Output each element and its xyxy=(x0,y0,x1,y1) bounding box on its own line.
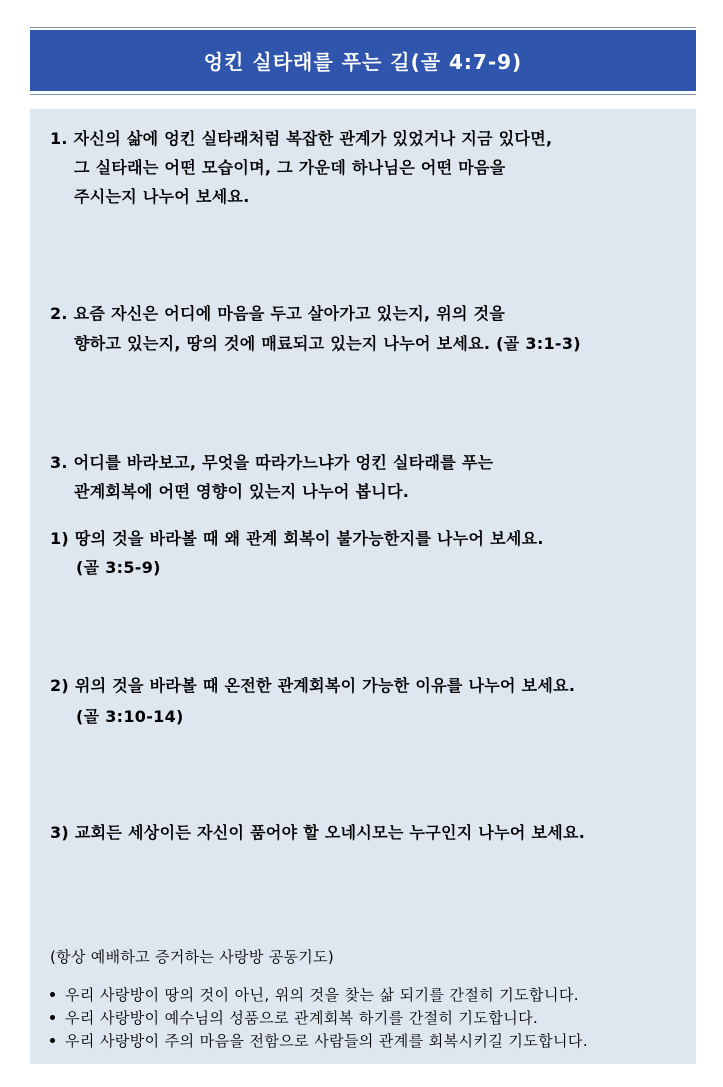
bullet-icon xyxy=(50,1038,55,1043)
prayer-item-text: 우리 사랑방이 땅의 것이 아닌, 위의 것을 찾는 삶 되기를 간절히 기도합니다. xyxy=(65,986,579,1004)
question-1-line-3: 주시는지 나누어 보세요. xyxy=(74,187,250,206)
subquestion-2-line-1: 2) 위의 것을 바라볼 때 온전한 관계회복이 가능한 이유를 나누어 보세요. xyxy=(50,676,576,695)
subquestion-3-line-1: 3) 교회든 세상이든 자신이 품어야 할 오네시모는 누구인지 나누어 보세요. xyxy=(50,823,586,842)
question-2-line-1: 2. 요즘 자신은 어디에 마음을 두고 살아가고 있는지, 위의 것을 xyxy=(50,304,506,323)
prayer-item xyxy=(50,1007,538,1028)
top-rule xyxy=(30,27,696,28)
subquestion-1-line-2: (골 3:5-9) xyxy=(76,558,161,577)
prayer-item-text: 우리 사랑방이 예수님의 성품으로 관계회복 하기를 간절히 기도합니다. xyxy=(65,1009,539,1027)
question-3-line-1: 3. 어디를 바라보고, 무엇을 따라가느냐가 엉킨 실타래를 푸는 xyxy=(50,453,494,472)
title-underline xyxy=(30,94,696,95)
bullet-icon xyxy=(50,1015,55,1020)
bullet-icon xyxy=(50,992,55,997)
question-3-line-2: 관계회복에 어떤 영향이 있는지 나누어 봅니다. xyxy=(74,482,410,501)
title-banner xyxy=(30,30,696,91)
question-1-line-1: 1. 자신의 삶에 엉킨 실타래처럼 복잡한 관계가 있었거나 지금 있다면, xyxy=(50,129,553,148)
question-1-line-2: 그 실타래는 어떤 모습이며, 그 가운데 하나님은 어떤 마음을 xyxy=(74,158,506,177)
prayer-heading: (항상 예배하고 증거하는 사랑방 공동기도) xyxy=(50,948,335,966)
question-2-line-2: 향하고 있는지, 땅의 것에 매료되고 있는지 나누어 보세요. (골 3:1-3) xyxy=(74,334,581,353)
subquestion-2-line-2: (골 3:10-14) xyxy=(76,707,184,726)
prayer-item xyxy=(50,984,579,1005)
subquestion-1-line-1: 1) 땅의 것을 바라볼 때 왜 관계 회복이 불가능한지를 나누어 보세요. xyxy=(50,529,544,548)
content-panel xyxy=(30,109,696,1064)
prayer-item xyxy=(50,1030,588,1051)
page-title: 엉킨 실타래를 푸는 길(골 4:7-9) xyxy=(203,50,523,74)
prayer-item-text: 우리 사랑방이 주의 마음을 전함으로 사람들의 관계를 회복시키길 기도합니다. xyxy=(65,1032,588,1050)
